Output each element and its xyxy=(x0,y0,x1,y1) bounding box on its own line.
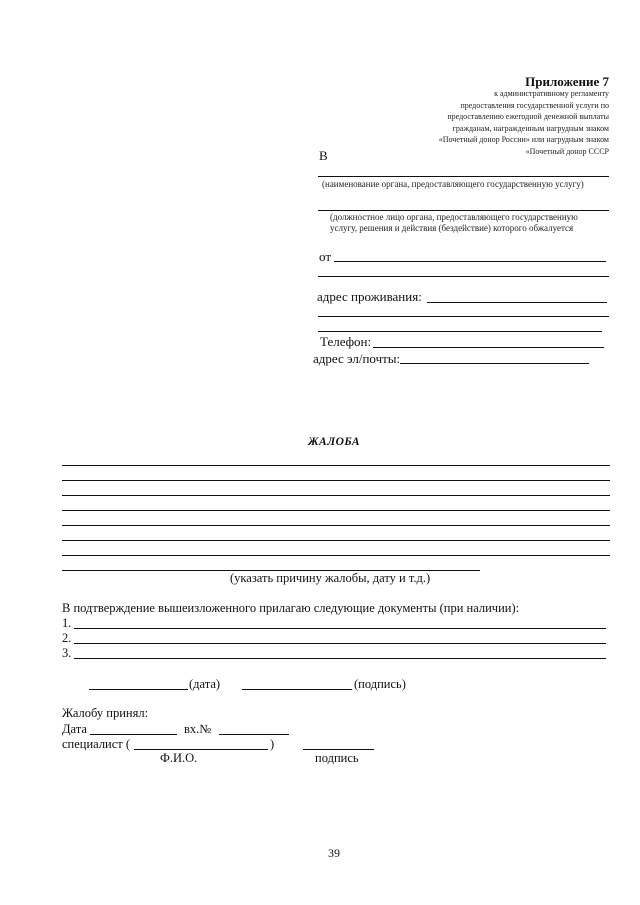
signature-label: (подпись) xyxy=(354,677,406,691)
document-field[interactable] xyxy=(74,643,606,644)
address-field-2[interactable] xyxy=(318,316,609,317)
address-label: адрес проживания: xyxy=(317,289,422,304)
appendix-line: предоставления государственной услуги по xyxy=(460,100,609,110)
appendix-line: гражданам, награжденным нагрудным знаком xyxy=(452,123,609,133)
signature-caption: подпись xyxy=(315,751,359,765)
email-label: адрес эл/почты: xyxy=(313,351,401,366)
accepted-date-field[interactable] xyxy=(90,734,177,735)
complaint-line[interactable] xyxy=(62,510,610,511)
complaint-line[interactable] xyxy=(62,540,610,541)
complaint-line[interactable] xyxy=(62,480,610,481)
complaint-line[interactable] xyxy=(62,495,610,496)
phone-label: Телефон: xyxy=(320,334,372,349)
from-field-2[interactable] xyxy=(318,276,609,277)
complaint-line[interactable] xyxy=(62,465,610,466)
official-caption-1: (должностное лицо органа, предоставляющего государственную xyxy=(330,212,578,222)
appendix-line: к административному регламенту xyxy=(494,89,609,98)
complaint-title: ЖАЛОБА xyxy=(308,436,361,448)
document-field[interactable] xyxy=(74,628,606,629)
from-label: от xyxy=(319,249,332,264)
email-field[interactable] xyxy=(400,363,589,364)
specialist-label: специалист ( xyxy=(62,737,131,751)
specialist-name-field[interactable] xyxy=(134,749,268,750)
appendix-line: «Почетный донор СССР xyxy=(525,146,609,156)
appendix-title: Приложение 7 xyxy=(525,74,609,89)
signature-field[interactable] xyxy=(242,689,352,690)
document-item-number: 3. xyxy=(62,646,72,660)
document-item-number: 1. xyxy=(62,616,72,630)
documents-intro: В подтверждение вышеизложенного прилагаю следующие документы (при наличии): xyxy=(62,601,520,615)
organ-caption: (наименование органа, предоставляющего государственную услугу) xyxy=(322,179,584,189)
address-field[interactable] xyxy=(427,302,607,303)
document-field[interactable] xyxy=(74,658,606,659)
accepted-date-label: Дата xyxy=(62,722,87,736)
page-number: 39 xyxy=(328,846,340,860)
date-field[interactable] xyxy=(89,689,188,690)
close-paren: ) xyxy=(270,737,275,751)
document-item-number: 2. xyxy=(62,631,72,645)
official-field[interactable] xyxy=(318,210,609,211)
complaint-line[interactable] xyxy=(62,525,610,526)
specialist-signature-field[interactable] xyxy=(303,749,374,750)
appendix-line: «Почетный донор России» или нагрудным знаком xyxy=(438,135,609,145)
from-field[interactable] xyxy=(334,261,606,262)
in-number-label: вх.№ xyxy=(184,722,212,736)
official-caption-2: услугу, решения и действия (бездействие) которого обжалуется xyxy=(330,223,574,233)
appendix-subtitle xyxy=(439,88,609,158)
appendix-line: предоставлению ежегодной денежной выплаты xyxy=(447,112,609,122)
in-number-field[interactable] xyxy=(219,734,289,735)
fio-caption: Ф.И.О. xyxy=(160,751,198,765)
complaint-line[interactable] xyxy=(62,555,610,556)
date-label: (дата) xyxy=(189,677,221,691)
to-label: В xyxy=(319,148,328,163)
organ-name-field[interactable] xyxy=(318,176,609,177)
address-field-3[interactable] xyxy=(318,331,602,332)
reason-caption: (указать причину жалобы, дату и т.д.) xyxy=(230,571,431,585)
accepted-title: Жалобу принял: xyxy=(62,706,149,720)
phone-field[interactable] xyxy=(373,347,604,348)
